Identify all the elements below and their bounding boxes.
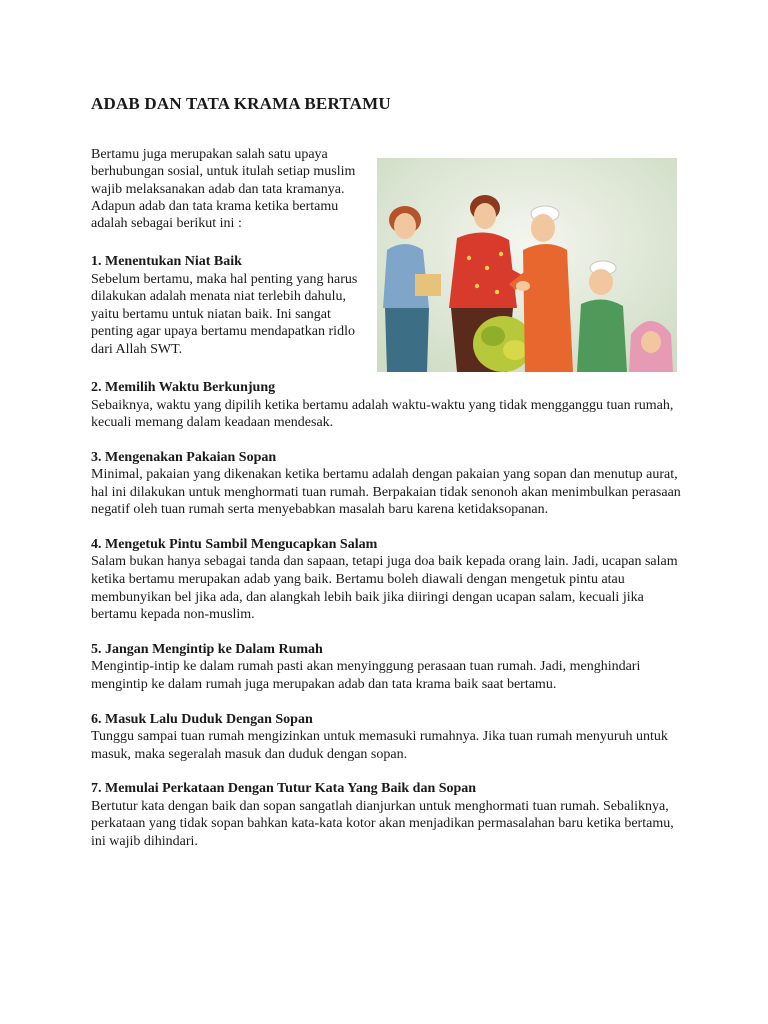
section-heading: 6. Masuk Lalu Duduk Dengan Sopan xyxy=(91,711,313,727)
section-item xyxy=(91,536,691,624)
section-body: Sebaiknya, waktu yang dipilih ketika bertamu adalah waktu-waktu yang tidak mengganggu tuan rumah, kecuali memang dalam keadaan mendesak. xyxy=(91,397,674,431)
section-heading: 7. Memulai Perkataan Dengan Tutur Kata Yang Baik dan Sopan xyxy=(91,781,477,797)
intro-paragraph: Bertamu juga merupakan salah satu upaya berhubungan sosial, untuk itulah setiap muslim wajib melaksanakan adab dan tata kramanya. Adapun adab dan tata krama ketika bertamu adalah sebagai berikut ini : xyxy=(91,147,356,232)
section-item xyxy=(91,641,691,694)
section-body: Minimal, pakaian yang dikenakan ketika bertamu adalah dengan pakaian yang sopan dan menutup aurat, hal ini dilakukan untuk menghormati tuan rumah. Berpakaian tidak senonoh akan menimbulkan perasaan negatif oleh tuan rumah serta menyebabkan masalah baru karena ketidaksopanan. xyxy=(91,467,681,518)
sections-list xyxy=(91,379,691,868)
section-body: Tunggu sampai tuan rumah mengizinkan untuk memasuki rumahnya. Jika tuan rumah menyuruh untuk masuk, maka segeralah masuk dan duduk dengan sopan. xyxy=(91,729,668,762)
document-title: ADAB DAN TATA KRAMA BERTAMU xyxy=(91,94,391,113)
section-body: Bertutur kata dengan baik dan sopan sangatlah dianjurkan untuk menghormati tuan rumah. Sebaliknya, perkataan yang tidak sopan bahkan kata-kata kotor akan menjadikan permasalahan baru ketika bertamu, ini wajib dihindari. xyxy=(91,798,674,849)
section-heading: 1. Menentukan Niat Baik xyxy=(91,254,242,269)
section-item xyxy=(91,379,691,432)
section-heading: 2. Memilih Waktu Berkunjung xyxy=(91,380,276,395)
section-heading: 5. Jangan Mengintip ke Dalam Rumah xyxy=(91,641,323,657)
section-1 xyxy=(91,253,369,375)
section-item xyxy=(91,253,369,358)
section-heading: 3. Mengenakan Pakaian Sopan xyxy=(91,449,277,465)
section-item xyxy=(91,780,691,850)
section-body: Mengintip-intip ke dalam rumah pasti akan menyinggung perasaan tuan rumah. Jadi, menghindari mengintip ke dalam rumah juga merupakan adab dan tata krama baik saat bertamu. xyxy=(91,659,641,692)
section-item xyxy=(91,711,691,764)
section-heading: 4. Mengetuk Pintu Sambil Mengucapkan Salam xyxy=(91,536,378,552)
section-body: Salam bukan hanya sebagai tanda dan sapaan, tetapi juga doa baik kepada orang lain. Jadi, ucapan salam ketika bertamu merupakan adab yang baik. Bertamu boleh diawali dengan mengetuk pintu atau membunyikan bel jika ada, dan alangkah lebih baik jika diiringi dengan ucapan salam, kecuali jika bertamu kepada non-muslim. xyxy=(91,554,678,623)
section-item xyxy=(91,449,691,519)
family-visit-illustration xyxy=(377,158,677,372)
section-body: Sebelum bertamu, maka hal penting yang harus dilakukan adalah menata niat terlebih dahulu, yaitu bertamu untuk niatan baik. Ini sangat penting agar upaya bertamu mendapatkan ridlo dari Allah SWT. xyxy=(91,271,358,357)
